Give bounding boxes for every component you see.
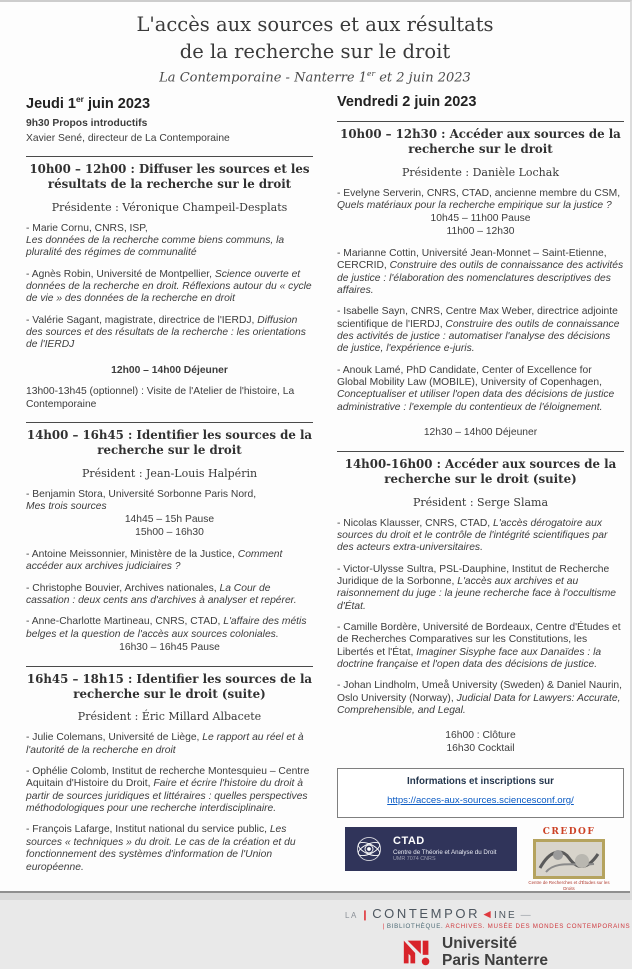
ctad-subtext: UMR 7074 CNRS [393, 856, 436, 863]
session-chair: Présidente : Véronique Champeil-Desplats [51, 200, 288, 214]
logo-row [337, 827, 624, 898]
speaker-entry [337, 248, 624, 297]
credof-caption-line1: Centre de Recherches et d'Études sur les Droits [528, 879, 610, 891]
session-heading: 10h00 – 12h00 : Diffuser les sources et les résultats de la recherche sur le droit [26, 156, 313, 193]
day-heading-text: Jeudi 1 [26, 95, 76, 112]
speaker-talk-title: Imaginer Sisyphe face aux Danaïdes : la doctrine française et l'open data des décisions de justice. [337, 646, 602, 670]
program-title [0, 12, 630, 66]
time-note-line: 12h00 – 14h00 Déjeuner [111, 364, 228, 376]
day2-column [337, 94, 631, 969]
session-chair: Président : Serge Slama [412, 495, 549, 509]
speaker-talk-title: Quels matériaux pour la recherche empirique sur la justice ? [337, 200, 612, 212]
speaker-talk-title: Diffusion des sources et des résultats de la recherche : les orientations de l'IERDJ [26, 314, 306, 351]
speaker-name: - Agnès Robin, Université de Montpellier, [26, 268, 215, 280]
credof-sketch-icon [536, 842, 602, 876]
session-chair: Président : Éric Millard Albacete [77, 710, 262, 724]
program-subtitle [0, 69, 630, 85]
intro-heading: 9h30 Propos introductifs [26, 117, 148, 129]
lc-tagline-part2: ARCHIVES. [443, 922, 486, 930]
la-contemporaine-tagline [345, 922, 631, 930]
speaker-name: - Marie Cornu, CNRS, ISP, [26, 222, 148, 234]
nanterre-mark-icon [401, 935, 435, 969]
time-note-line: 11h00 – 12h30 [446, 226, 515, 238]
time-note [26, 642, 313, 655]
session-heading: 16h45 – 18h15 : Identifier les sources de la recherche sur le droit (suite) [26, 666, 313, 703]
time-note-line: 16h30 – 16h45 Pause [119, 642, 220, 653]
speaker-name: - Christophe Bouvier, Archives nationales, [26, 582, 220, 594]
speaker-entry [337, 518, 624, 555]
speaker-talk-title: L'accès aux archives et au raisonnement du juge : la jeune recherche face à l'occultisme d'État. [337, 575, 616, 612]
program-title-line1: L'accès aux sources et aux résultats [136, 13, 494, 36]
speaker-talk-title: Judicial Data for Lawyers: Accurate, Comprehensible, and Legal. [337, 692, 621, 717]
ctad-logo-text [393, 835, 496, 863]
session-chair: Président : Jean-Louis Halpérin [81, 466, 258, 480]
time-note [337, 730, 624, 756]
speaker-talk-title: Construire des outils de connaissance des activités de justice : automatiser l'analyse des décisions de justice, l'expérience e-juris. [337, 318, 620, 355]
speaker-name: - Evelyne Serverin, CNRS, CTAD, ancienne membre du CSM, [337, 187, 621, 199]
speaker-name: - Anne-Charlotte Martineau, CNRS, CTAD, [26, 616, 224, 628]
credof-picture [533, 839, 605, 879]
speaker-name: - Anouk Lamé, PhD Candidate, Center of Excellence for Global Mobility Law (MOBILE), University of Copenhagen, [337, 364, 602, 389]
speaker-entry [26, 766, 313, 815]
time-note-line: 12h30 – 14h00 Déjeuner [423, 427, 538, 439]
speaker-name: - Marianne Cottin, Université Jean-Monnet – Saint-Etienne, CERCRID, [337, 248, 607, 272]
speaker-talk-title: Mes trois sources [26, 501, 107, 513]
speaker-name: - Camille Bordère, Université de Bordeaux, Centre d'Études et de Recherches Comparatives sur les Constitutions, les Libertés et l'État, [337, 621, 621, 658]
speaker-name: - Ophélie Colomb, Institut de recherche Montesquieu – Centre Aquitain d'Histoire du Droit, [26, 766, 310, 790]
speaker-entry [337, 188, 624, 213]
nanterre-line1: Université [442, 934, 517, 952]
speaker-entry [26, 824, 313, 873]
speaker-name: - Benjamin Stora, Université Sorbonne Paris Nord, [26, 488, 257, 500]
time-note-line: 16h30 Cocktail [446, 743, 515, 755]
lc-tagline-part1: BIBLIOTHÈQUE. [386, 922, 444, 930]
speaker-name: - Johan Lindholm, Umeå University (Sweden) & Daniel Naurin, Oslo University (Norway), [337, 680, 623, 704]
day2-schedule [337, 94, 624, 756]
lc-dash: — [520, 909, 531, 921]
speaker-entry [337, 365, 624, 414]
speaker-entry [337, 622, 624, 671]
speaker-talk-title: L'affaire des métis belges et la question de l'accès aux sources coloniales. [26, 616, 307, 640]
page-bottom-edge [0, 891, 630, 900]
lc-red-bar-icon: ❙ [360, 909, 370, 921]
session-heading: 10h00 – 12h30 : Accéder aux sources de la recherche sur le droit [337, 121, 624, 158]
speaker-talk-title: Faire et écrire l'histoire du droit à partir de sources juridiques et littéraires : quelles perspectives méthodologiques pour une recherche interdisciplinaire. [26, 778, 308, 815]
time-note [26, 365, 313, 378]
lc-tagline-bar-icon: ❘ [381, 922, 387, 930]
day-heading-text: Vendredi 2 juin 2023 [337, 94, 477, 111]
time-note-line: 10h45 – 11h00 Pause [430, 213, 531, 225]
info-box-label: Informations et inscriptions sur [407, 775, 554, 787]
speaker-talk-title: Construire des outils de connaissance des activités de justice : l'élaboration des nomenclatures descriptives des affaires. [337, 260, 624, 297]
credof-title: CREDOF [542, 826, 596, 837]
program-header [0, 2, 630, 85]
speaker-talk-title: Comment accéder aux archives judiciaires ? [26, 548, 283, 573]
speaker-entry [337, 306, 624, 355]
speaker-entry [26, 315, 313, 352]
lc-tagline-part3: MUSÉE DES MONDES CONTEMPORAINS [485, 922, 631, 930]
speaker-entry [26, 616, 313, 641]
program-subtitle-text: et 2 juin 2023 [375, 70, 471, 86]
program-subtitle-sup: er [367, 68, 376, 78]
program-subtitle-text: La Contemporaine - Nanterre 1 [159, 70, 368, 86]
session-heading: 14h00 – 16h45 : Identifier les sources de la recherche sur le droit [26, 422, 313, 459]
speaker-talk-title: Les données de la recherche comme biens communs, la pluralité des régimes de communalité [26, 234, 285, 259]
speaker-entry [337, 564, 624, 613]
time-note [26, 514, 313, 540]
speaker-entry [26, 732, 313, 757]
speaker-talk-title: Conceptualiser et utiliser l'open data des décisions de justice administrative : l'exemple du contentieux de l'éloignement. [337, 389, 615, 413]
speaker-talk-title: L'accès dérogatoire aux sources du droit et le contrôle de l'intégrité scientifiques par des acteurs extra-universitaires. [337, 517, 608, 554]
speaker-entry [26, 223, 313, 260]
registration-link[interactable]: https://acces-aux-sources.sciencesconf.org/ [387, 794, 574, 806]
schedule-note: 13h00-13h45 (optionnel) : Visite de l'Atelier de l'histoire, La Contemporaine [26, 386, 295, 410]
speaker-name: - Isabelle Sayn, CNRS, Centre Max Weber, directrice adjointe scientifique de l'IERDJ, [337, 306, 618, 330]
speaker-entry [26, 269, 313, 306]
speaker-talk-title: Le rapport au réel et à l'autorité de la recherche en droit [26, 732, 304, 756]
day-heading-sup: er [75, 94, 84, 105]
day1-column [26, 94, 313, 874]
universite-paris-nanterre-logo [401, 935, 624, 969]
time-note-line: 16h00 : Clôture [445, 730, 516, 742]
day-heading-text: juin 2023 [83, 95, 151, 112]
time-note [337, 427, 624, 440]
ctad-atom-icon [353, 833, 385, 865]
session-chair: Présidente : Danièle Lochak [401, 165, 559, 179]
speaker-entry [26, 549, 313, 574]
ctad-logo [345, 827, 517, 871]
la-contemporaine-wordmark [345, 906, 624, 921]
nanterre-text [442, 935, 548, 969]
la-contemporaine-logo [337, 905, 631, 930]
program-title-line2: de la recherche sur le droit [179, 39, 451, 63]
day-heading [26, 94, 313, 112]
day-heading [337, 94, 624, 110]
time-note-line: 15h00 – 16h30 [135, 527, 204, 539]
speaker-entry [337, 680, 624, 717]
speaker-entry [26, 583, 313, 608]
ctad-abbr: CTAD [393, 834, 425, 847]
session-heading: 14h00-16h00 : Accéder aux sources de la recherche sur le droit (suite) [337, 451, 624, 488]
info-box [337, 768, 624, 818]
lc-la: LA [345, 910, 358, 920]
time-note [337, 213, 624, 239]
speaker-name: - Antoine Meissonnier, Ministère de la Justice, [26, 548, 238, 560]
speaker-name: - Valérie Sagant, magistrate, directrice de l'IERDJ, [26, 314, 258, 326]
credof-logo [526, 827, 612, 898]
time-note-line: 14h45 – 15h Pause [124, 514, 215, 526]
speaker-name: - Nicolas Klausser, CNRS, CTAD, [337, 517, 494, 529]
speaker-talk-title: Les sources « techniques » du droit. Le cas de la création et du fonctionnement des systèmes d'information de l'Union européenne. [26, 824, 296, 873]
speaker-name: - François Lafarge, Institut national du service public, [26, 824, 270, 836]
lc-main-letters: CONTEMPOR [372, 905, 481, 921]
ctad-name: Centre de Théorie et Analyse du Droit [393, 848, 497, 856]
lc-red-a-icon: ◄ [481, 906, 493, 921]
schedule-note: Xavier Sené, directeur de La Contemporaine [26, 132, 230, 144]
speaker-name: - Julie Colemans, Université de Liège, [26, 732, 203, 744]
lc-ine-letters: INE [493, 909, 517, 921]
nanterre-line2: Paris Nanterre [442, 951, 548, 969]
speaker-talk-title: La Cour de cassation : deux cents ans d'archives à analyser et repérer. [26, 582, 297, 606]
program-columns [0, 85, 630, 969]
speaker-talk-title: Science ouverte et données de la recherche en droit. Réflexions autour du « cycle de vie » des données de la recherche en droit [26, 268, 312, 305]
speaker-name: - Victor-Ulysse Sultra, PSL-Dauphine, Institut de Recherche Juridique de la Sorbonne, [337, 563, 610, 587]
speaker-entry [26, 489, 313, 514]
